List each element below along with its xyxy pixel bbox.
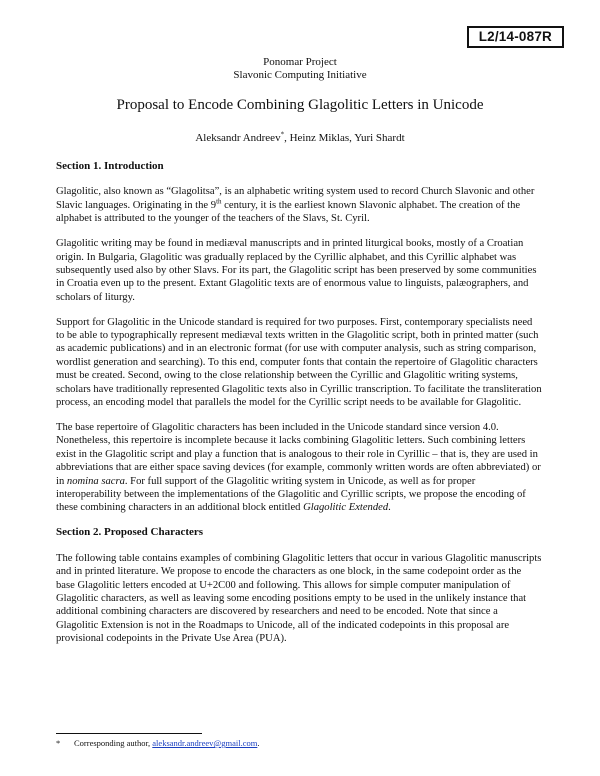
section-1-heading: Section 1. Introduction [56,160,164,172]
author-email-link[interactable]: aleksandr.andreev@gmail.com [152,738,258,748]
italic-term-nomina-sacra: nomina sacra [66,475,125,487]
document-number-box: L2/14-087R [467,26,564,48]
footnote-text: Corresponding author, [74,738,153,748]
document-title: Proposal to Encode Combining Glagolitic Letters in Unicode [116,97,484,113]
org-line-project: Ponomar Project [263,56,337,68]
paragraph-text: Glagolitic, also known as “Glagolitsa”, is an alphabetic writing system used to record Church Slavonic and other Slavic languages. Originating in the 9 [56,186,535,211]
paragraph-text: The base repertoire of Glagolitic characters has been included in the Unicode standard since version 4.0. Nonetheless, this repertoire is incomplete because it lacks combining Glagolitic letters. Such combining letters exist in the Glagolitic script and play a function that is analogous to their role in Cyrillic – that is, they are used in abbreviations that are either space saving devices (for example, commonly written words are often abbreviated) or in [56,422,541,487]
section-1-paragraph-3: Support for Glagolitic in the Unicode standard is required for two purposes. First, contemporary specialists need to be able to typographically represent mediæval texts written in the Glagolitic script, both in printed matter (such as academic publications) and in an electronic format (for use with computer analysis, such as string comparison, wordlist generation and searching). To this end, computer fonts that contain the repertoire of Glagolitic characters must be created. Second, owing to the close relationship between the Cyrillic and Glagolitic writing systems, scholars have traditionally represented Glagolitic texts also in Cyrillic transcription. To facilitate the transliteration process, an encoding model that parallels the model for the Cyrillic script needs to be available for Glagolitic. [56,316,542,409]
section-1-paragraph-4 [56,421,542,515]
org-line-initiative: Slavonic Computing Initiative [233,69,367,81]
footnote-end: . [257,738,260,748]
author-footnote-mark: * [280,130,285,139]
italic-term-glagolitic-extended: Glagolitic Extended [303,502,389,514]
section-1-paragraph-1 [56,185,542,225]
author-name-andreev: Aleksandr Andreev [195,132,281,144]
paragraph-text: century, it is the earliest known Slavonic alphabet. The creation of the alphabet is attributed to the younger of the teachers of the Slavs, St. Cyril. [56,199,521,225]
paragraph-text: . For full support of the Glagolitic writing system in Unicode, as well as for proper interoperability between the implementations of the Glagolitic and Cyrillic scripts, we propose the encoding of these combining characters in an additional block entitled [56,475,526,514]
footnote [56,738,259,749]
paragraph-text: . [388,502,391,514]
footnote-mark: * [56,738,61,748]
section-1-paragraph-2: Glagolitic writing may be found in mediæval manuscripts and in printed liturgical books, mostly of a Croatian origin. In Bulgaria, Glagolitic was gradually replaced by the Cyrillic alphabet, and this Cyrillic alphabet was subsequently used also by other Slavs. For its part, the Glagolitic script has been preserved by some communities in Croatia even up to the present. Extant Glagolitic texts are of enormous value to linguists, palæographers, and scholars of liturgy. [56,238,537,303]
author-names-rest: , Heinz Miklas, Yuri Shardt [284,132,405,144]
document-body [56,160,542,657]
section-2-heading: Section 2. Proposed Characters [56,526,204,539]
footnote-divider [56,733,202,734]
author-line [0,132,600,145]
ordinal-superscript: th [216,197,222,206]
organization-block [0,56,600,82]
section-2-paragraph-1: The following table contains examples of combining Glagolitic letters that occur in various Glagolitic manuscripts and in printed literature. We propose to encode the characters as one block, in the same codepoint order as the base Glagolitic letters encoded at U+2C00 and following. This allows for simple computer manipulation of Glagolitic characters, as well as leaving some encoding positions empty to be used in the unlikely instance that additional combining characters are discovered by researchers and need to be encoded. Note that since a Glagolitic Extension is not in the Roadmaps to Unicode, all of the indicated codepoints in this proposal are provisional codepoints in the Private Use Area (PUA). [56,552,542,645]
